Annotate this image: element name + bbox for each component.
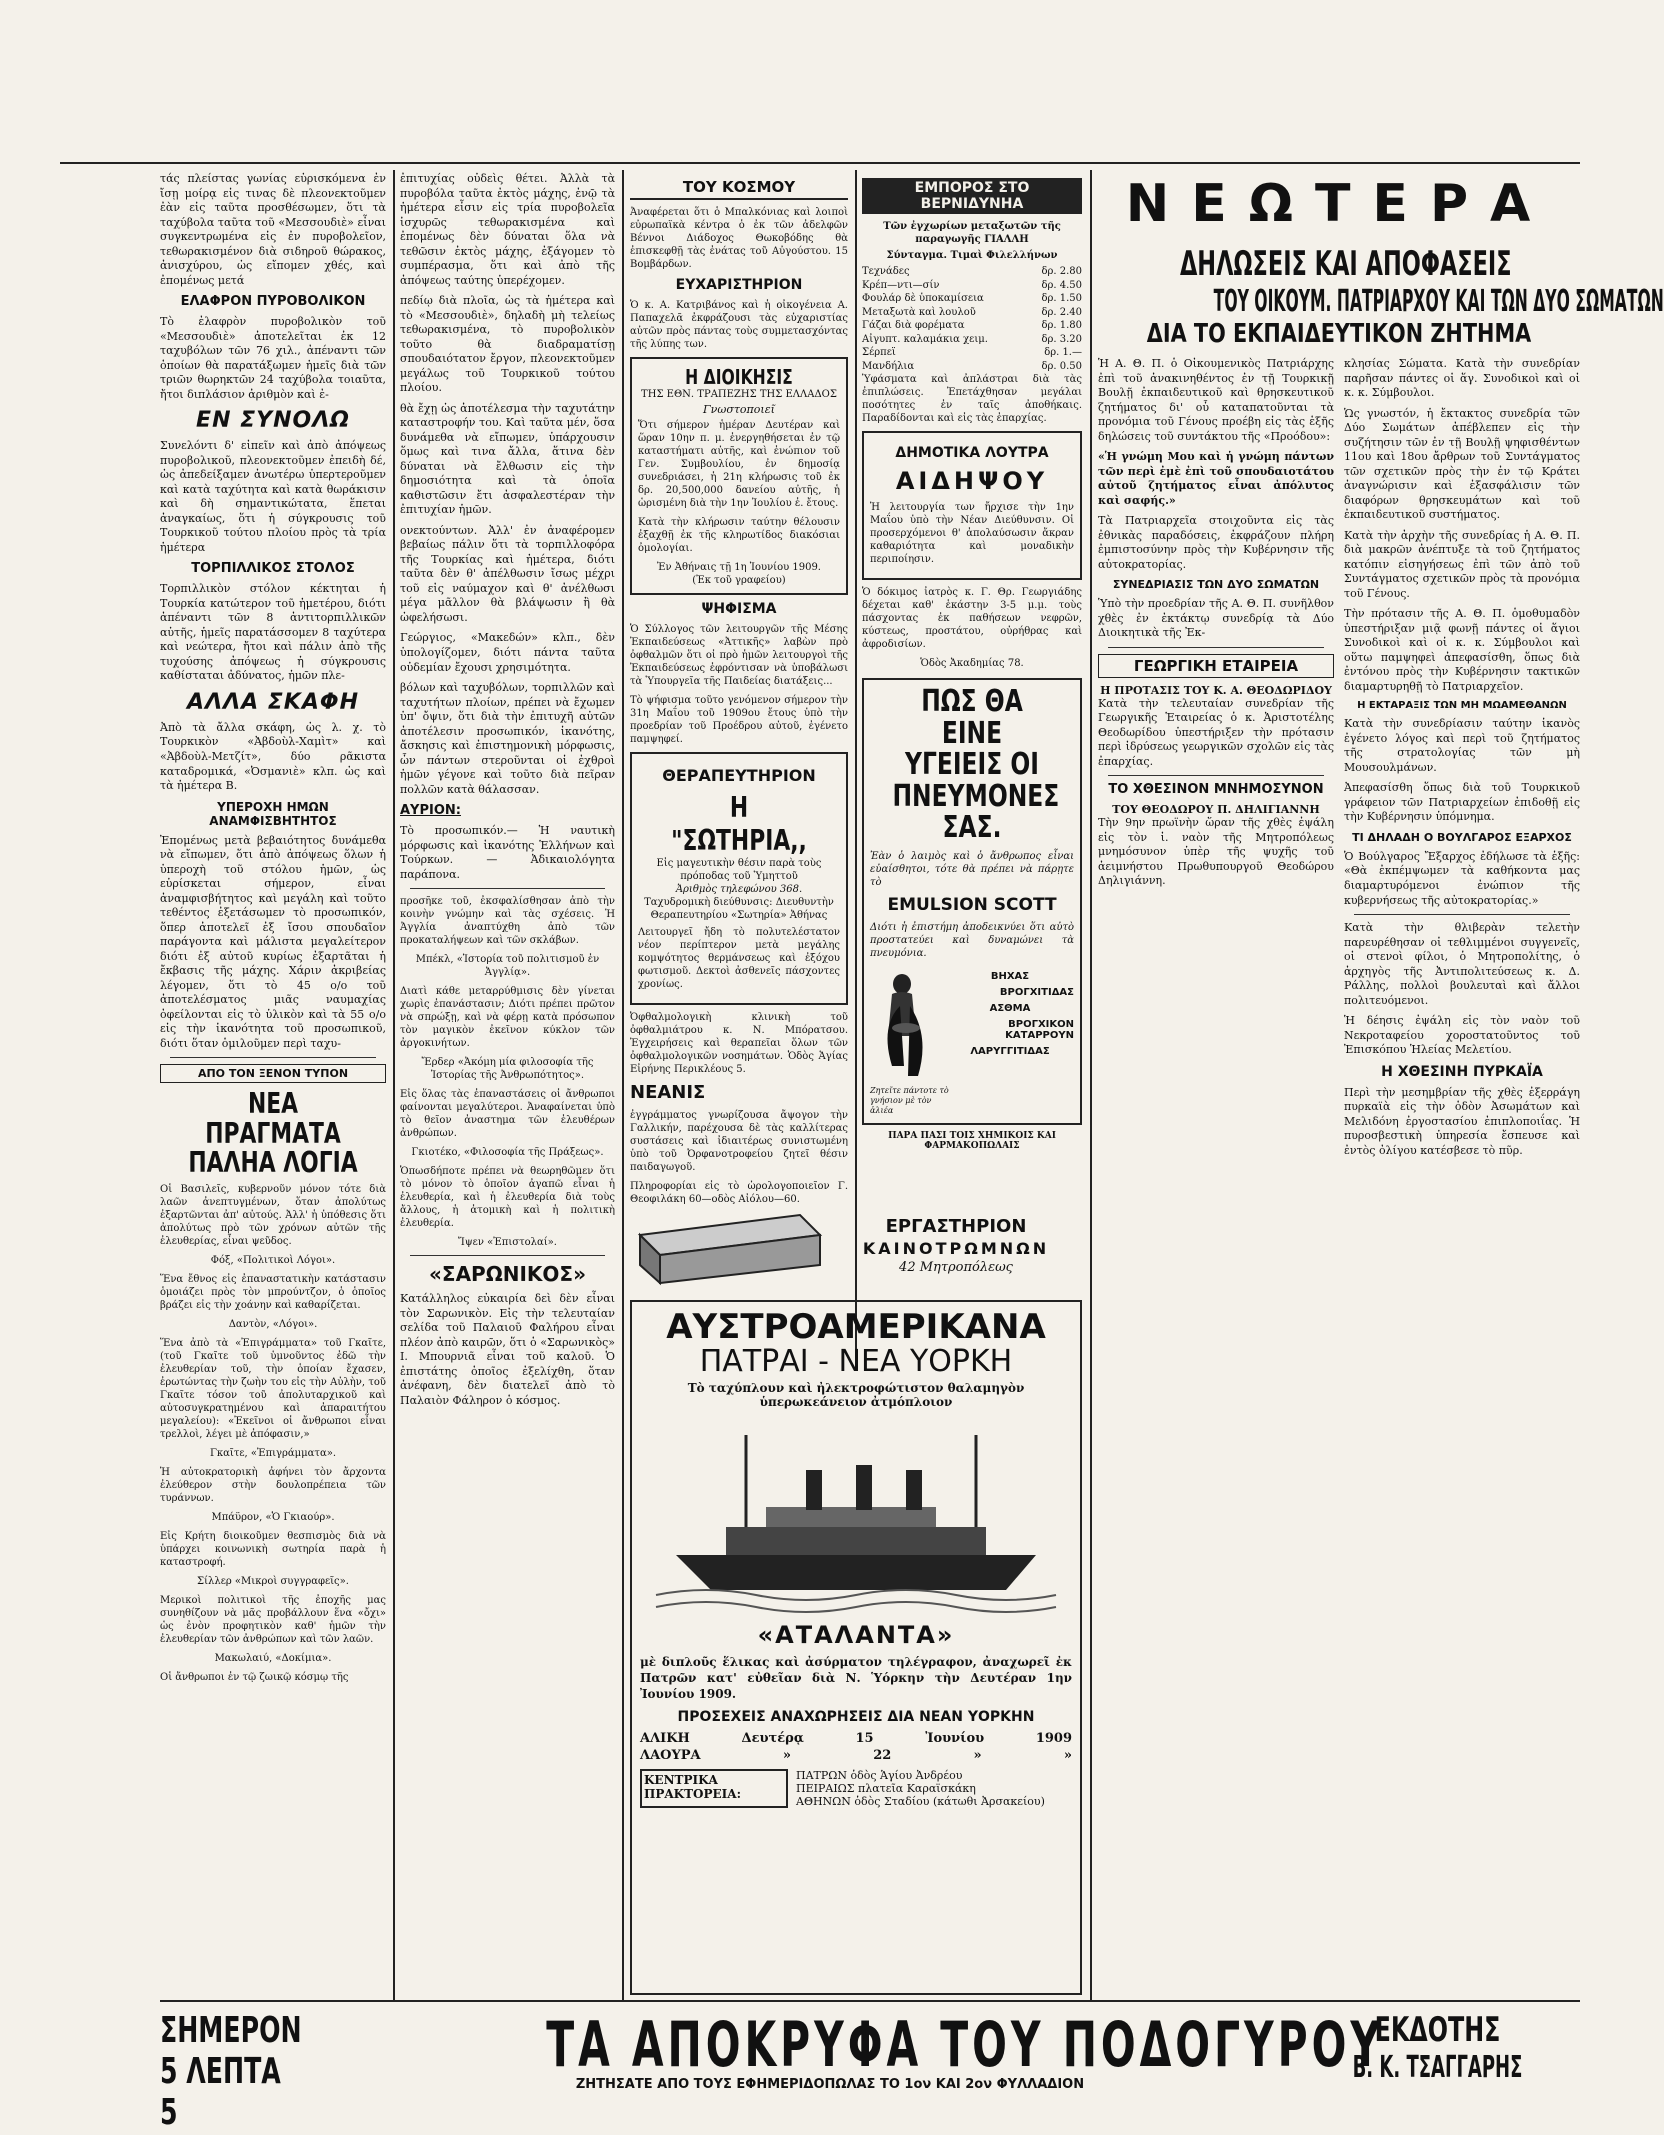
article-text: Ἕνα ἀπὸ τὰ «Ἐπιγράμματα» τοῦ Γκαῖτε, (τοῦ Γκαῖτε τοῦ ὑμνοῦντος ἐδῶ τὴν ἐλευθερίαν τοῦ, τὴν ὁποίαν ἔχασεν, ἐρωτώντας τὴν ζωὴν του εἰς τὴν Αὐλὴν, τοῦ Γκαῖτε τόσον τοῦ ἀπολυταρχικοῦ καὶ αὐτοσυγκρατημένου καὶ ἀπαραιτήτου μεγαλείου): «Ἐκεῖνοι οἱ ἄνθρωποι εἶναι τρελλοὶ, λέγει μὲ ἀπόφασιν,» (160, 1338, 386, 1441)
quote-source: Σίλλερ «Μικροὶ συγγραφεῖς». (197, 1576, 349, 1588)
article-text: Τὸ προσωπικόν.— Ἡ ναυτικὴ μόρφωσις καὶ ἱκανότης Ἑλλήνων καὶ Τούρκων. — Ἀδικαιολόγητα παράπονα. (400, 824, 615, 881)
fisherman-icon (870, 966, 940, 1086)
ship-name: «ΑΤΑΛΑΝΤΑ» (757, 1621, 955, 1650)
price-list (862, 265, 1082, 373)
departure-day: » (782, 1747, 791, 1763)
quote-source: Γκιοτέκο, «Φιλοσοφία τῆς Πράξεως». (411, 1147, 604, 1159)
article-text: Πληροφορίαι εἰς τὸ ὡρολογοποιεῖον Γ. Θεοφιλάκη 60—οδὸς Αἰόλου—60. (630, 1181, 848, 1205)
footer-publisher (1295, 2010, 1580, 2085)
article-text: Εἰς ὅλας τὰς ἐπαναστάσεις οἱ ἄνθρωποι φαίνονται μεγαλύτεροι. Ἀναφαίνεται ὑπὸ τὸ θεῖον ἀναστημα τῶν ἐλευθέρων ἀνθρώπων. (400, 1089, 615, 1140)
divider (1108, 647, 1324, 648)
divider (1108, 775, 1324, 776)
ad-text: μὲ διπλοῦς ἕλικας καὶ ἀσύρματον τηλέγραφον, ἀναχωρεῖ ἐκ Πατρῶν κατ' εὐθεῖαν διὰ Ν. Ὑόρκην τὴν Δευτέραν 1ην Ἰουνίου 1909. (640, 1655, 1072, 1701)
price-row (862, 306, 1082, 320)
column-1 (160, 172, 386, 1997)
scott-illustration (870, 966, 1074, 1086)
article-text: Ἀπεφασίσθη ὅπως διὰ τοῦ Τουρκικοῦ γράφειον τῶν Πατριαρχείων ἐπιδοθῇ εἰς τὴν Κυβέρνησιν ὑπόμνημα. (1344, 781, 1580, 824)
ad-subtitle: Τῶν ἐγχωρίων μεταξωτῶν τῆς παραγωγῆς ΓΙΑΛΛΗ (883, 221, 1061, 245)
article-text: βόλων καὶ ταχυβόλων, τορπιλλῶν καὶ ταχυτήτων πλοίων, πρέπει νὰ ἔχωμεν ὑπ' ὄψιν, ὅτι διὰ τὴν ἐπιτυχῆ αὐτῶν ἀποτέλεσιν προσωπικόν, ἱκανότης, ἄσκησις καὶ ἐπιστημονικὴ μόρφωσις, ὧν πάντων στεροῦνται οἱ ἐχθροὶ ἡμῶν γέγονε καὶ τοῦτο διὰ πεῖραν πολλῶν κατὰ θάλασσαν. (400, 681, 615, 796)
article-text: Οἱ Βασιλεῖς, κυβερνοῦν μόνον τότε διὰ λαῶν ἀνεπτυγμένων, ὅταν ἀπολύτως ἐξαρτῶνται ἀπ' αὐτούς. Ἀλλ' ἡ ὑπόθεσις ὅτι ἀπολύτως πρὸ τῶν χρόνων αὐτῶν τῆς ἐλευθερίας, εἶναι ψεῦδος. (160, 1184, 386, 1248)
ad-header: ΕΜΠΟΡΟΣ ΣΤΟ ΒΕΡΝΙΔΥΝΗΑ (862, 178, 1082, 214)
article-text: Τὴν πρότασιν τῆς Α. Θ. Π. ὁμοθυμαδὸν ὑπεστήριξαν μιᾷ φωνῇ πάντες οἱ ἅγιοι Συνοδικοὶ καὶ οἱ κ. κ. Σύμβουλοι καὶ οὕτω παμψηφεὶ ἀπεφασίσθη, ὅπως διὰ ἐντόνου πρὸς τὴν Κυβέρνησιν τακτικῶν διαμαρτυρηθῇ τὸ Πατριαρχεῖον. (1344, 607, 1580, 693)
price-item-value: δρ. 1.— (1044, 347, 1082, 358)
column-4 (862, 172, 1082, 1192)
article-text: κλησίας Σώματα. Κατὰ τὴν συνεδρίαν παρῆσαν πάντες οἱ ἅγ. Συνοδικοὶ καὶ οἱ κ. κ. Σύμβουλοι. (1344, 357, 1580, 400)
bedding-ad-row (630, 1205, 1082, 1285)
article-text: Συνελόντι δ' εἰπεῖν καὶ ἀπὸ ἀπόψεως πυροβολικοῦ, πλεονεκτοῦμεν ἐπειδὴ δέ, ὡς ἀπεδείξαμεν ἀνωτέρω ὑπερτεροῦμεν καὶ κατὰ ταχύτητα καὶ κατὰ θωράκισιν καὶ δὴ σημαντικώτατα, ἕπεται ἀναγκαίως, ὅτι ἡ σύγκρουσις τοῦ Τουρκικοῦ τούτου πλοίου πρὸς τὰ τρία ἡμέτερα (160, 439, 386, 554)
price-row (862, 265, 1082, 279)
notice-title: Η ΔΙΟΙΚΗΣΙΣ (685, 365, 793, 389)
article-text: τάς πλείστας γωνίας εὑρισκόμενα ἐν ἴσῃ μοίρᾳ εἰς τινας δὲ πλεονεκτοῦμεν ἐὰν εἰς ταῦτα προσθέσωμεν, ὅτι τὰ ταχύβολα ταῦτα τοῦ «Μεσσουδιὲ» εἶναι συγκεντρωμένα εἰς ἐν πυροβολεῖον, τεθωρακισμένον διὰ σιδηροῦ θώρακος, ἀνισχύρου, ὡς εἴπομεν χθές, καὶ ἐπομένως μετά (160, 172, 386, 287)
caption: Ζητεῖτε πάντοτε τὸ γνήσιον μὲ τὸν ἁλιέα (870, 1085, 949, 1116)
quote-source: Φόξ, «Πολιτικοὶ Λόγοι». (210, 1255, 336, 1267)
price-item-value: δρ. 2.80 (1041, 266, 1082, 277)
right-col-a (1098, 357, 1334, 1164)
ad-title: ΘΕΡΑΠΕΥΤΗΡΙΟΝ (662, 766, 816, 785)
price-item-value: δρ. 1.80 (1041, 320, 1082, 331)
article-text: Κατὰ τὴν ἀρχὴν τῆς συνεδρίας ἡ Α. Θ. Π. διὰ μακρῶν ἀνέπτυξε τὰ τοῦ ζητήματος κατόπιν εἰσηγήσεως ἐπὶ τῶν ἀπὸ τοῦ Συντάγματος σχετικῶν πρὸς τὰ προνόμια τοῦ Γένους. (1344, 528, 1580, 600)
article-text: Μερικοὶ πολιτικοὶ τῆς ἐποχῆς μας συνηθίζουν νὰ μᾶς προβάλλουν ἕνα «ὄχι» ὡς ἐνὸν προφητικὸν καθ' ἡμῶν τὴν ἐλευθερίαν τῶν ἀνθρώπων καὶ τῶν λαῶν. (160, 1595, 386, 1646)
product-name: EMULSION SCOTT (887, 894, 1057, 915)
divider (1354, 914, 1570, 915)
agencies-label: ΚΕΝΤΡΙΚΑ ΠΡΑΚΤΟΡΕΙΑ: (640, 1769, 788, 1808)
price-item-value: δρ. 4.50 (1041, 279, 1082, 291)
price-item-name: Τεχνάδες (862, 266, 910, 277)
section-masthead: ΝΕΩΤΕΡΑ (1125, 174, 1553, 234)
article-text: Ὁ κ. Α. Κατριβάνος καὶ ἡ οἰκογένεια Α. Παπαχελᾶ ἐκφράζουσι τὰς εὐχαριστίας αὐτῶν πρὸς πάντας τοὺς συμμετασχόντας τῆς λύπης των. (630, 300, 848, 350)
article-text: Ὁ Σύλλογος τῶν λειτουργῶν τῆς Μέσης Ἐκπαιδεύσεως «Ἀττικῆς» λαβὼν πρὸ ὀφθαλμῶν ὅτι οἱ πρὸ ἡμῶν λειτουργοὶ τῆς Ἐκπαιδεύσεως ἐφρόντισαν νὰ ὑποβάλωσι τὰ Ὑπουργεῖα τῆς Παιδείας διατάξεις... (630, 624, 848, 687)
price-item-name: Γάζαι διὰ φορέματα (862, 320, 965, 331)
section-heading: ΓΕΩΡΓΙΚΗ ΕΤΑΙΡΕΙΑ (1098, 654, 1334, 678)
footer-cost: 5 ΛΕΠΤΑ 5 (160, 2051, 281, 2133)
clinic-ad (630, 752, 848, 1005)
agency-item: ΠΑΤΡΩΝ ὁδὸς Ἁγίου Ἀνδρέου (796, 1768, 963, 1782)
quote-source: Μπάϋρον, «Ὁ Γκιαούρ». (211, 1512, 335, 1524)
agency-item: ΠΕΙΡΑΙΩΣ πλατεῖα Καραϊσκάκη (796, 1781, 976, 1795)
publisher-name: Β. Κ. ΤΣΑΓΓΑΡΗΣ (1352, 2050, 1523, 2085)
departure-year: » (1063, 1747, 1072, 1763)
divider (410, 888, 605, 889)
article-text: Περὶ τὴν μεσημβρίαν τῆς χθὲς ἐξερράγη πυρκαϊὰ εἰς τὴν ὁδὸν Ἀσωμάτων καὶ Μελιδόνη ἐργοστασίου ἐπιπλοποιΐας. Ἡ πυροσβεστικὴ ὑπηρεσία ἔσπευσε καὶ ἐντὸς ὀλίγου κατέσβεσε τὸ πῦρ. (1344, 1085, 1580, 1157)
footer-title: ΤΑ ΑΠΟΚΡΥΦΑ ΤΟΥ ΠΟΔΟΓΥΡΟΥ (546, 2008, 1384, 2081)
section-heading: ΕΝ ΣΥΝΟΛΩ (196, 408, 350, 434)
article-text: Οἱ ἄνθρωποι ἐν τῷ ζωικῷ κόσμῳ τῆς (160, 1672, 349, 1684)
price-row (862, 279, 1082, 293)
quote-source: Ἔρδερ «Ἀκόμη μία φιλοσοφία τῆς Ἱστορίας τῆς Ἀνθρωπότητος». (421, 1057, 594, 1082)
section-heading: ΑΥΡΙΟΝ: (400, 803, 461, 819)
top-rule (60, 162, 1580, 164)
price-row (862, 360, 1082, 374)
article-text: Ἡ δέησις ἐψάλη εἰς τὸν ναὸν τοῦ Νεκροταφείου χοροστατοῦντος τοῦ Ἐπισκόπου Ἡλείας Μελετίου. (1344, 1014, 1580, 1057)
column-rule (1090, 170, 1092, 2000)
publisher-label: ΕΚΔΟΤΗΣ (1374, 2010, 1501, 2050)
ad-name: Η "ΣΩΤΗΡΙΑ,, (671, 791, 807, 857)
ad-text: Εἰς μαγευτικὴν θέσιν παρὰ τοὺς πρόποδας τοῦ Ὑμηττοῦ (656, 858, 822, 882)
price-item-value: δρ. 2.40 (1041, 306, 1082, 318)
section-heading: ΑΠΟ ΤΟΝ ΞΕΝΟΝ ΤΥΠΟΝ (160, 1064, 386, 1083)
article-title: ΝΕΑ ΠΡΑΓΜΑΤΑ ΠΑΛΗΑ ΛΟΓΙΑ (188, 1087, 358, 1180)
agency-item: ΑΘΗΝΩΝ ὁδὸς Σταδίου (κάτωθι Ἀρσακείου) (796, 1794, 1045, 1808)
price-heading: Σύνταγμα. Τιμαὶ Φιλελλήνων (886, 250, 1058, 261)
article-text: Ὁ δόκιμος ἰατρὸς κ. Γ. Θρ. Γεωργιάδης δέχεται καθ' ἑκάστην 3-5 μ.μ. τοὺς πάσχοντας ἐκ παθήσεων νεφρῶν, κύστεως, προστάτου, οὐρήθρας καὶ ἀφροδισίων. (862, 587, 1082, 650)
ad-phone: Ἀριθμὸς τηλεφώνου 368. (675, 884, 803, 895)
ad-address: Ταχυδρομικὴ διεύθυνσις: Διευθυντὴν Θεραπευτηρίου «Σωτηρία» Ἀθήνας (644, 897, 834, 921)
section-heading: Η ΕΚΤΑΡΑΞΙΣ ΤΩΝ ΜΗ ΜΩΑΜΕΘΑΝΩΝ (1357, 700, 1567, 712)
column-2 (400, 172, 615, 1997)
price-item-value: δρ. 3.20 (1041, 333, 1082, 345)
price-row (862, 333, 1082, 347)
right-col-b (1344, 357, 1580, 1164)
section-heading: ΨΗΦΙΣΜΑ (701, 601, 777, 617)
column-rule (855, 170, 857, 1370)
ad-text: Διότι ἡ ἐπιστήμη ἀποδεικνύει ὅτι αὐτὸ προστατεύει καὶ δυναμώνει τὰ πνευμόνια. (870, 921, 1074, 959)
pharmacy-note: ΠΑΡΑ ΠΑΣΙ ΤΟΙΣ ΧΗΜΙΚΟΙΣ ΚΑΙ ΦΑΡΜΑΚΟΠΩΛΑΙΣ (888, 1130, 1056, 1151)
address: Ὁδὸς Ἀκαδημίας 78. (920, 658, 1024, 669)
ailment-item: ΒΗΧΑΣ (990, 970, 1030, 982)
divider (410, 1255, 605, 1256)
ad-title: ΔΗΜΟΤΙΚΑ ΛΟΥΤΡΑ (895, 445, 1049, 461)
column-rule (622, 170, 624, 2000)
article-text: πεδίῳ διὰ πλοῖα, ὡς τὰ ἡμέτερα καὶ τὸ «Μεσσουδιὲ», δηλαδὴ μὴ τελείως τεθωρακισμένα, τὸ πυροβολικὸν τοῦτο θὰ διαδραματίσῃ σπουδαιότατον ἔργον, πλεονεκτοῦμεν μεγάλως τοῦ Τουρκικοῦ τούτου πλοίου. (400, 294, 615, 395)
quote-source: Δαντὸν, «Λόγοι». (228, 1319, 318, 1331)
article-text: Εἰς Κρήτη διοικοῦμεν θεσπισμὸς διὰ νὰ ὑπάρχει κοινωνικὴ σωτηρία παρὰ ἡ καταστροφή. (160, 1531, 386, 1569)
headline: ΔΗΛΩΣΕΙΣ ΚΑΙ ΑΠΟΦΑΣΕΙΣ (1179, 244, 1512, 284)
article-text: Τὴν 9ην πρωϊνὴν ὥραν τῆς χθὲς ἐψάλη εἰς τὸν ἱ. ναὸν τῆς Μητροπόλεως μνημόσυνον ὑπὲρ τῆς ψυχῆς τοῦ ἀειμνήστου Πρωθυπουργοῦ Θεοδώρου Δηλιγιάννη. (1098, 816, 1334, 888)
departure-month: » (973, 1747, 982, 1763)
article-text: Κατάλληλος εὐκαιρία δεὶ δὲν εἶναι τὸν Σαρωνικὸν. Εἰς τὴν τελευταίαν σελίδα τοῦ Παλαιοῦ Φαλήρου εἶναι πλέον ἀπὸ καιρῶν, ὅτι ὁ «Σαρωνικὸς» Ι. Μπουρνιᾶ εἶναι τοῦ καλοῦ. Ὁ ἐπιστάτης ὁποῖος ἐξελίχθη, ὅταν ἀνέφανη, δὲν διατελεῖ ἀπὸ τὸ Παλαιὸν Φάληρον ὁ κόσμος. (400, 1292, 615, 1407)
column-3 (630, 172, 848, 1205)
article-text: Ὑπὸ τὴν προεδρίαν τῆς Α. Θ. Π. συνῆλθον χθὲς ἐν ἐκτάκτῳ συνεδρίᾳ τὰ Δύο Διοικητικὰ τῆς Ἐκ- (1098, 597, 1334, 640)
notice-subtitle: ΤΗΣ ΕΘΝ. ΤΡΑΠΕΖΗΣ ΤΗΣ ΕΛΛΑΔΟΣ (641, 389, 837, 400)
quote-source: Γκαῖτε, «Ἐπιγράμματα». (209, 1448, 336, 1460)
bed-icon (630, 1205, 830, 1285)
price-item-name: Σέρπεϊ (862, 347, 896, 358)
ad-text: Ἡ λειτουργία των ἤρχισε τὴν 1ην Μαΐου ὑπὸ τὴν Νέαν Διεύθυνσιν. Οἱ προσερχόμενοι θ' ἀπολαύσωσιν ἄκραν καθαριότητα καὶ μοναδικὴν περιποίησιν. (870, 502, 1074, 565)
footer-price (160, 2010, 360, 2133)
departures-table (640, 1731, 1072, 1763)
quote-source: Μπέκλ, «Ἱστορία τοῦ πολιτισμοῦ ἐν Ἀγγλίᾳ». (415, 954, 600, 979)
footer-today: ΣΗΜΕΡΟΝ (160, 2010, 302, 2051)
ad-name: ΚΑΙΝΟΤΡΩΜΝΩΝ (862, 1238, 1050, 1258)
section-heading: ΑΛΛΑ ΣΚΑΦΗ (187, 689, 359, 715)
price-item-name: Κρέπ—ντι—σίν (862, 279, 940, 291)
price-row (862, 319, 1082, 333)
article-text: Ἀπὸ τὰ ἄλλα σκάφη, ὡς λ. χ. τὸ Τουρκικὸν «Ἀβδοὺλ-Χαμὶτ» καὶ «Ἀβδοὺλ-Μετζίτ», δύο ρᾶκιστα καταδρομικά, «Ὀσμανιὲ» κλπ. ὡς καὶ τὰ ἡμέτερα Β. (160, 720, 386, 793)
departure-date: 22 (873, 1747, 892, 1763)
section-heading: ΤΙ ΔΗΛΑΔΗ Ο ΒΟΥΛΓΑΡΟΣ ΕΞΑΡΧΟΣ (1352, 830, 1572, 844)
ad-title: ΕΡΓΑΣΤΗΡΙΟΝ (885, 1215, 1027, 1237)
price-item-name: Φουλάρ δὲ ὑποκαμίσεια (862, 293, 984, 304)
article-text: Ἕνα ἔθνος εἰς ἐπαναστατικὴν κατάστασιν ὁμοιάζει πρὸς τὸν μπρούντζον, ὁ ὁποῖος βράζει εἰς τὴν χοάνην καὶ καθαρίζεται. (160, 1274, 386, 1312)
ad-name: ΑΙΔΗΨΟΥ (895, 467, 1049, 495)
article-text: ἐπιτυχίας οὐδεὶς θέτει. Ἀλλὰ τὰ πυροβόλα ταῦτα ἐκτὸς μάχης, ἐνῷ τὰ ἡμέτερα εἶσιν εἰς τρία πυροβολεῖα ἰσχυρῶς τεθωρακισμένα καὶ ἐπομένως δὲν δύναται ὅλα νὰ τεθῶσιν ἐκτὸς μάχης, ἐξάγομεν τὸ συμπέρασμα, ὅτι καὶ ἀπὸ τῆς ἀπόψεως ταύτης ὑπερέχομεν. (400, 172, 615, 287)
footer-banner (400, 2008, 1384, 2092)
section-heading: «ΣΑΡΩΝΙΚΟΣ» (429, 1262, 586, 1287)
departures-heading: ΠΡΟΣΕΧΕΙΣ ΑΝΑΧΩΡΗΣΕΙΣ ΔΙΑ ΝΕΑΝ ΥΟΡΚΗΝ (677, 1708, 1035, 1725)
scott-ad (862, 678, 1082, 1125)
price-item-value: δρ. 0.50 (1041, 360, 1082, 372)
article-text: Ἡ Α. Θ. Π. ὁ Οἰκουμενικὸς Πατριάρχης ἐπὶ τοῦ ἀνακινηθέντος ἐν τῇ Τουρκικῇ Βουλῇ ἐκπαιδευτικοῦ καὶ θρησκευτικοῦ ζητήματος δι' οὗ καταπατοῦνται τὰ προνόμια τοῦ Γένους προέβη εἰς τὰς ἑξῆς δηλώσεις τοῦ συντάκτου τῆς «Προόδου»: (1098, 357, 1334, 443)
article-text: Ὁπωσδήποτε πρέπει νὰ θεωρηθῶμεν ὅτι τὸ μόνον τὸ ὁποῖον ἀγαπῶ εἶναι ἡ ἐλευθερία, καὶ ἡ ἐλευθερία διὰ τοὺς ἄλλους, ἡ ἀτομικὴ καὶ ἡ πολιτικὴ ἐλευθερία. (400, 1166, 615, 1230)
ad-address: 42 Μητροπόλεως (899, 1259, 1013, 1275)
departure-month: Ἰουνίου (925, 1730, 985, 1746)
footer-subtitle: ΖΗΤΗΣΑΤΕ ΑΠΟ ΤΟΥΣ ΕΦΗΜΕΡΙΔΟΠΩΛΑΣ ΤΟ 1ον ΚΑΙ 2ον ΦΥΛΛΑΔΙΟΝ (575, 2077, 1085, 2092)
section-heading: ΤΟ ΧΘΕΣΙΝΟΝ ΜΝΗΜΟΣΥΝΟΝ (1108, 782, 1324, 798)
subheadline: ΔΙΑ ΤΟ ΕΚΠΑΙΔΕΥΤΙΚΟΝ ΖΗΤΗΜΑ (1146, 319, 1532, 349)
departure-ship: ΑΛΙΚΗ (640, 1730, 690, 1746)
section-heading: ΥΠΕΡΟΧΗ ΗΜΩΝ ΑΝΑΜΦΙΣΒΗΤΗΤΟΣ (209, 799, 337, 828)
ailment-item: ΑΣΘΜΑ (989, 1002, 1031, 1014)
price-item-name: Μανδήλια (862, 360, 915, 372)
baths-ad (862, 431, 1082, 580)
article-text: προσῆκε τοῦ, ἐκσφαλίσθησαν ἀπὸ τὴν κοινὴν γνώμην καὶ τὰς σχέσεις. Ἡ Ἀγγλία ἀναπτύχθη ἀπὸ τῶν προκαταλήψεων καὶ τῶν σκλάβων. (400, 896, 615, 947)
notice-text: Ὅτι σήμερον ἡμέραν Δευτέραν καὶ ὥραν 10ην π. μ. ἐνεργηθήσεται ἐν τῷ καταστήματι αὐτῆς, καὶ ἐνώπιον τοῦ Γεν. Συμβουλίου, ἐν δημοσίᾳ συνεδριάσει, ἡ 21η κλήρωσις τοῦ ἐκ δρ. 20,500,000 δανείου αὐτῆς, ἡ ὡρισμένη διὰ τὴν 1ην Ἰουλίου ἐ. ἔτους. (638, 420, 840, 509)
departure-date: 15 (855, 1730, 874, 1746)
ad-headline: ΣΑΣ. (942, 810, 1002, 845)
column-rule (393, 170, 395, 2000)
section-heading: ΕΛΑΦΡΟΝ ΠΥΡΟΒΟΛΙΚΟΝ (180, 294, 366, 310)
notice-text: Κατὰ τὴν κλήρωσιν ταύτην θέλουσιν ἐξαχθῇ ἐκ τῆς κληρωτίδος διακόσιαι ὀμολογίαι. (638, 517, 840, 554)
bottom-rule (160, 2000, 1580, 2002)
price-row (862, 292, 1082, 306)
departure-row (640, 1731, 1072, 1746)
ad-headline: ΥΓΕΙΕΙΣ ΟΙ (905, 747, 1039, 782)
article-text: «Ἡ γνώμη Μου καὶ ἡ γνώμη πάντων τῶν περὶ ἐμὲ ἐπὶ τοῦ σπουδαιοτάτου αὐτοῦ ζητήματος εἶναι ἀπόλυτος καὶ σαφής.» (1098, 450, 1334, 507)
article-text: Κατὰ τὴν τελευταίαν συνεδρίαν τῆς Γεωργικῆς Ἑταιρείας ὁ κ. Ἀριστοτέλης Θεοδωρίδου ὑπεστήριξεν τὴν πρότασιν περὶ ἱδρύσεως γεωργικῶν σχολῶν εἰς τὰς ἐπαρχίας. (1098, 696, 1334, 768)
departure-day: Δευτέρᾳ (741, 1730, 804, 1746)
section-heading: ΕΥΧΑΡΙΣΤΗΡΙΟΝ (675, 277, 803, 293)
section-subheading: ΤΟΥ ΘΕΟΔΩΡΟΥ Π. ΔΗΛΙΓΙΑΝΝΗ (1112, 803, 1320, 817)
article-text: Ὀφθαλμολογικὴ κλινικὴ τοῦ ὀφθαλμιάτρου κ. Ν. Μπόρατσου. Ἐγχειρήσεις καὶ θεραπεῖαι ὅλων τῶν ὀφθαλμολογικῶν νοσημάτων. Ὁδὸς Ἁγίας Εἰρήνης Περικλέους 5. (630, 1012, 848, 1075)
article-text: Ὡς γνωστόν, ἡ ἔκτακτος συνεδρία τῶν Δύο Σωμάτων ἀπέβλεπεν εἰς τὴν συζήτησιν τῶν ἐν τῇ Βουλῇ ψηφισθέντων 11ου καὶ 18ου ἄρθρων τοῦ Συντάγματος τῶν σχετικῶν πρὸς τὴν ἐν τῷ Κράτει ἀναγνώρισιν καὶ ἐξασφάλισιν τῶν διαφόρων θρησκευμάτων καὶ τοῦ ἐκπαιδευτικοῦ συστήματος. (1344, 406, 1580, 522)
article-text: Κατὰ τὴν θλιβερὰν τελετὴν παρευρέθησαν οἱ τεθλιμμένοι συγγενεῖς, οἱ στενοὶ φίλοι, ὁ Μητροπολίτης, ὁ ἀρχηγὸς τῆς Ἀντιπολιτεύσεως κ. Δ. Ράλλης, πολλοὶ βουλευταὶ καὶ ἄλλοι πολιτευόμενοι. (1344, 921, 1580, 1007)
ad-headline: ΠΩΣ ΘΑ ΕΙΝΕ (921, 684, 1023, 751)
right-columns (1098, 357, 1580, 1164)
article-text: Τὰ Πατριαρχεῖα στοιχοῦντα εἰς τὰς ἐθνικὰς παραδόσεις, ἐκφράζουν πλήρη ἐμπιστοσύνην πρὸς τὴν Κυβέρνησιν τῆς αὐτοκρατορίας. (1098, 514, 1334, 571)
quote-source: Ἴψεν «Ἐπιστολαί». (458, 1237, 557, 1249)
notice-label: Γνωστοποιεῖ (703, 403, 775, 416)
bank-notice (630, 357, 848, 595)
section-heading: ΤΟΥ ΚΟΣΜΟΥ (630, 178, 848, 200)
article-text: Ἐπομένως μετὰ βεβαιότητος δυνάμεθα νὰ εἴπωμεν, ὅτι ἀπὸ ἀπόψεως ὅλων ἡ ὑπεροχὴ τοῦ στόλου ἡμῶν, ὡς εὑρίσκεται σήμερον, εἶναι ἀναμφισβήτητος καὶ μεγάλη καὶ τοῦτο τεθέντος ἐξετάσωμεν τὸ προσωπικόν, ὅπερ ἀποτελεῖ ἐξ ἴσου σπουδαῖον παράγοντα καὶ μάλιστα μεγαλείτερον διότι ἐξ αὐτοῦ κυρίως ἐξαρτᾶται ἡ ἔκβασις τῆς μάχης. Χάριν ἀκριβείας λέγομεν, ὅτι τὸ 45 ο/ο τοῦ ἀποτελέσματος μιᾶς ναυμαχίας ὀφείλονται εἰς τὸ ὑλικὸν καὶ τὰ 55 ο/ο εἰς τὴν ἱκανότητα τοῦ προσωπικοῦ, διότι ὅταν ὁμιλοῦμεν περὶ ταχυ- (160, 833, 386, 1050)
price-item-name: Αἰγυπτ. καλαμάκια χειμ. (862, 333, 988, 345)
ailment-list (940, 966, 1074, 1062)
article-text: Διατὶ κάθε μεταρρύθμισις δὲν γίνεται χωρὶς ἐπανάστασιν; Διότι πρέπει πρῶτον νὰ σπρώξῃ, καὶ νὰ φέρῃ κατὰ πρόσωπον τὸν μαγικὸν ἐκεῖνον κύκλον τῶν ἀργοκινήτων. (400, 986, 615, 1050)
article-text: Τορπιλλικὸν στόλον κέκτηται ἡ Τουρκία κατώτερον τοῦ ἡμετέρου, διότι ἀπέναντι τῶν 8 ἀντιτορπιλλικῶν αὐτῆς, ἡμεῖς παρατάσσομεν 8 ταχύτερα καὶ νεώτερα, ἤτοι καὶ πάλιν ἀπὸ τῆς τυχούσης ἀπόψεως ἡ σύγκρουσις καθίσταται ἀδύνατος, ἡμῶν πλε- (160, 582, 386, 683)
article-text: Ἡ αὐτοκρατορικὴ ἀφήνει τὸν ἄρχοντα ἐλεύθερον στὴν δουλοπρέπεια τῶν τυράννων. (160, 1467, 386, 1505)
divider (170, 1057, 376, 1058)
price-row (862, 346, 1082, 360)
article-text: Ὁ Βούλγαρος Ἔξαρχος ἐδήλωσε τὰ ἑξῆς: «Θὰ ἐκπέμψωμεν τὰ καθήκοντα μας διαμαρτυρόμενοι ἐνώπιον τῆς κυβερνήσεως τῆς αὐτοκρατορίας.» (1344, 849, 1580, 907)
article-text: Τὸ ἐλαφρὸν πυροβολικὸν τοῦ «Μεσσουδιὲ» ἀποτελεῖται ἐκ 12 ταχυβόλων τῶν 76 χιλ., ἀπέναντι τῶν ὁποίων θὰ παρατάξωμεν ἡμεῖς διὰ τῶν τριῶν θωρηκτῶν 24 ταχύβολα τοιαῦτα, ἤτοι διπλάσιον ἀριθμὸν καὶ ἐ- (160, 315, 386, 401)
ailment-item: ΒΡΟΓΧΙΚΟΝ ΚΑΤΑΡΡΟΥΝ (1005, 1018, 1074, 1041)
agencies (640, 1769, 1072, 1808)
section-heading: Η ΧΘΕΣΙΝΗ ΠΥΡΚΑΪΑ (1381, 1063, 1543, 1080)
ad-text: Λειτουργεῖ ἤδη τὸ πολυτελέστατον νέον περίπτερον μετὰ μεγάλης κομψότητος θερμάνσεως καὶ ἐξόχου φωτισμοῦ. Δεκτοὶ ἀσθενεῖς πάσχοντες χρονίως. (638, 927, 840, 990)
ad-text: Ἐὰν ὁ λαιμὸς καὶ ὁ ἄνθρωπος εἶναι εὐαίσθητοι, τότε θὰ πρέπει νὰ πάρῃτε τὸ (870, 850, 1074, 888)
article-text: Τὸ ψήφισμα τοῦτο γενόμενον σήμερον τὴν 31η Μαΐου τοῦ 1909ου ἔτους ὑπὸ τὴν προεδρίαν τοῦ Προέδρου αὐτοῦ, ἐγένετο παμψηφεί. (630, 695, 848, 745)
article-text: ονεκτούντων. Ἀλλ' ἐν ἀναφέρομεν βεβαίως πάλιν ὅτι τὰ τορπιλλοφόρα τῆς Τουρκίας καὶ ἡμέτερα, διότι ταῦτα δὲν θ' ἀπέλθωσιν ἴσως μέχρι τοῦ εἰς ναύμαχον καὶ θ' ἀνέλθωσι μέγα μᾶλλον θὰ βλάψωσιν ἢ θὰ ὠφελήσωσι. (400, 523, 615, 624)
departure-year: 1909 (1035, 1730, 1072, 1746)
notice-date: Ἐν Ἀθήναις τῇ 1η Ἰουνίου 1909. (656, 562, 821, 573)
departure-ship: ΛΑΟΥΡΑ (640, 1747, 701, 1763)
article-text: Κατὰ τὴν συνεδρίασιν ταύτην ἱκανὸς ἐγένετο λόγος καὶ περὶ τοῦ ζητήματος τῆς στρατολογίας τῶν μὴ Μουσουλμάνων. (1344, 717, 1580, 774)
price-item-value: δρ. 1.50 (1041, 293, 1082, 304)
section-heading: ΝΕΑΝΙΣ (630, 1082, 706, 1103)
steamship-icon (656, 1415, 1056, 1615)
ailment-item: ΒΡΟΓΧΙΤΙΔΑΣ (999, 986, 1074, 998)
ailment-item: ΛΑΡΥΓΓΙΤΙΔΑΣ (970, 1045, 1050, 1057)
subheadline: ΤΟΥ ΟΙΚΟΥΜ. ΠΑΤΡΙΑΡΧΟΥ ΚΑΙ ΤΩΝ ΔΥΟ ΣΩΜΑΤΩΝ (1213, 284, 1664, 319)
section-heading: ΤΟΡΠΙΛΛΙΚΟΣ ΣΤΟΛΟΣ (191, 561, 355, 577)
ad-headline: ΠΝΕΥΜΟΝΕΣ (892, 778, 1060, 814)
ad-text: Ὑφάσματα καὶ ἀπλάστραι διὰ τὰς ἐπιπλώσεις. Ἐπετάχθησαν μεγάλαι ποσότητες ἐν ταῖς ἀποθήκαις. Παραδίδονται καὶ εἰς τὰς ἐπαρχίας. (862, 374, 1082, 424)
article-text: θὰ ἔχῃ ὡς ἀποτέλεσμα τὴν ταχυτάτην καταστροφήν του. Καὶ ταῦτα μέν, ὅσα δυνάμεθα νὰ εἴπωμεν, ὑπάρχουσιν ὅμως καὶ τινα ἄλλα, ἅτινα δὲν δύναται νὰ ἔλθωσιν εἰς τὴν δημοσιότητα καὶ τὰ ὁποῖα καθιστῶσιν ἔτι ἀσφαλεστέραν τὴν ἐπιτυχίαν ἡμῶν. (400, 401, 615, 517)
shipping-ad (630, 1300, 1082, 1995)
ad-title: ΑΥΣΤΡΟΑΜΕΡΙΚΑΝΑ (666, 1307, 1046, 1347)
bedding-ad-text (830, 1216, 1082, 1275)
section-heading: ΣΥΝΕΔΡΙΑΣΙΣ ΤΩΝ ΔΥΟ ΣΩΜΑΤΩΝ (1112, 578, 1320, 592)
ad-subtitle: Τὸ ταχύπλουν καὶ ἠλεκτροφώτιστον θαλαμηγὸν ὑπερωκεάνειον ἀτμόπλοιον (687, 1381, 1025, 1410)
agency-list (788, 1769, 1072, 1808)
article-text: Ἀναφέρεται ὅτι ὁ Μπαλκόνιας καὶ λοιποὶ εὐρωπαϊκὰ κέντρα ὁ ἐκ τῶν ἀδελφῶν Βέννοι Διάδοχος Θωκοβόδης θὰ ἐπισκεφθῇ τὰς ἐνάτας τοῦ Αὐγούστου. 15 Βομβάρδων. (630, 207, 848, 270)
section-subheading: Η ΠΡΟΤΑΣΙΣ ΤΟΥ Κ. Α. ΘΕΟΔΩΡΙΔΟΥ (1100, 683, 1332, 697)
ad-route: ΠΑΤΡΑΙ - ΝΕΑ ΥΟΡΚΗ (699, 1343, 1013, 1379)
article-text: ἐγγράμματος γνωρίζουσα ἄψογον τὴν Γαλλικήν, παρέχουσα δὲ τὰς καλλίτερας συστάσεις καὶ ἰδιαιτέρως συνιστωμένη ὑπὸ τοῦ Ὀρφανοτροφείου ζητεῖ θέσιν παιδαγωγοῦ. (630, 1110, 848, 1173)
price-item-name: Μεταξωτὰ καὶ λουλοῦ (862, 306, 976, 318)
right-section (1098, 172, 1664, 1997)
notice-from: (Ἐκ τοῦ γραφείου) (692, 575, 786, 586)
article-text: Γεώργιος, «Μακεδών» κλπ., δὲν ὑπολογίζομεν, διότι πάντα ταῦτα οὐδεμίαν ἔχουσι χρησιμότητα. (400, 631, 615, 674)
departure-row (640, 1748, 1072, 1763)
bedding-ad (630, 1205, 1082, 1295)
quote-source: Μακωλαιύ, «Δοκίμια». (214, 1653, 332, 1665)
